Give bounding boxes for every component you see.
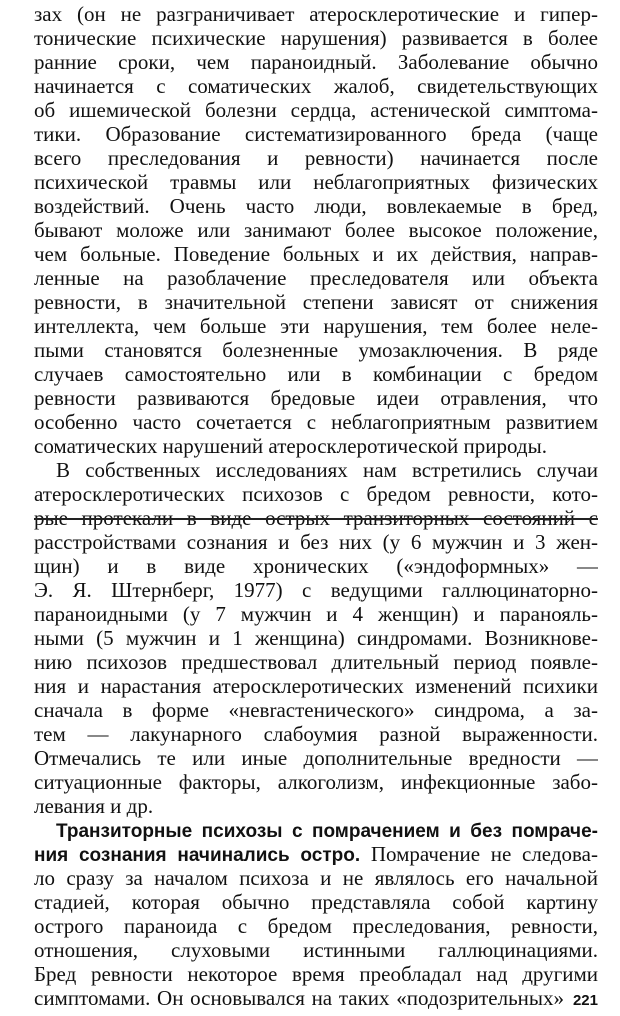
text-line: нию психозов предшествовал длительный период появле- xyxy=(34,650,598,674)
text-line: чем больные. Поведение больных и их действия, направ- xyxy=(34,242,598,266)
text-line: щин) и в виде хронических («эндоформных» — xyxy=(34,554,598,578)
text-line: об ишемической болезни сердца, астенической симптома- xyxy=(34,98,598,122)
page-number: 221 xyxy=(572,992,598,1009)
text-line: ния и нарастания атеросклеротических изменений психики xyxy=(34,674,598,698)
text-line: психической травмы или неблагоприятных физических xyxy=(34,170,598,194)
text-line: ревности развиваются бредовые идеи отравления, что xyxy=(34,386,598,410)
text-line: атеросклеротических психозов с бредом ревности, кото- xyxy=(34,482,598,506)
text-line: случаев самостоятельно или в комбинации с бредом xyxy=(34,362,598,386)
text-line: расстройствами сознания и без них (у 6 мужчин и 3 жен- xyxy=(34,530,598,554)
text-line: симптомами. Он основывался на таких «подозрительных» xyxy=(34,986,564,1010)
text-line: всего преследования и ревности) начинается после xyxy=(34,146,598,170)
text-line: интеллекта, чем больше эти нарушения, тем более неле- xyxy=(34,314,598,338)
text-line: Бред ревности некоторое время преобладал над другими xyxy=(34,962,598,986)
text-line: зах (он не разграничивает атеросклеротические и гипер- xyxy=(34,2,598,26)
text-line: рые протекали в виде острых транзиторных состояний с xyxy=(34,506,598,530)
text-line: ранние сроки, чем параноидный. Заболевание обычно xyxy=(34,50,598,74)
text-line: тики. Образование систематизированного бреда (чаще xyxy=(34,122,598,146)
text-line: ными (5 мужчин и 1 женщина) синдромами. Возникнове- xyxy=(34,626,598,650)
text-line: ревности, в значительной степени зависят от снижения xyxy=(34,290,598,314)
text-line: сначала в форме «невrастенического» синдрома, а за- xyxy=(34,698,598,722)
section-heading-cont: ния сознания начинались остро. xyxy=(34,845,361,866)
text-line: В собственных исследованиях нам встретились случаи xyxy=(56,458,598,482)
text-line: стадией, которая обычно представляла собой картину xyxy=(34,890,598,914)
text-line: тонические психические нарушения) развивается в более xyxy=(34,26,598,50)
text-line: пыми становятся болезненные умозаключения. В ряде xyxy=(34,338,598,362)
text-line: левания и др. xyxy=(34,794,154,818)
text-line: соматических нарушений атеросклеротической природы. xyxy=(34,434,547,458)
text-line: острого параноида с бредом преследования, ревности, xyxy=(34,914,598,938)
text-line: особенно часто сочетается с неблагоприятным развитием xyxy=(34,410,598,434)
text-fragment: Помрачение не следова- xyxy=(370,842,598,866)
text-line xyxy=(56,818,598,842)
text-line: ло сразу за началом психоза и не являлось его начальной xyxy=(34,866,598,890)
section-heading: Транзиторные психозы с помрачением и без помраче- xyxy=(56,821,598,842)
text-line: отношения, слуховыми истинными галлюцинациями. xyxy=(34,938,598,962)
text-line: ленные на разоблачение преследователя или объекта xyxy=(34,266,598,290)
text-line: воздействий. Очень часто люди, вовлекаемые в бред, xyxy=(34,194,598,218)
text-line: параноидными (у 7 мужчин и 4 женщин) и паранояль- xyxy=(34,602,598,626)
text-line: начинается с соматических жалоб, свидетельствующих xyxy=(34,74,598,98)
text-line: Отмечались те или иные дополнительные вредности — xyxy=(34,746,598,770)
text-line xyxy=(34,842,598,866)
text-line: Э. Я. Штернберг, 1977) с ведущими галлюцинаторно- xyxy=(34,578,598,602)
text-line: тем — лакунарного слабоумия разной выраженности. xyxy=(34,722,598,746)
text-line: ситуационные факторы, алкоголизм, инфекционные забо- xyxy=(34,770,598,794)
text-line: бывают моложе или занимают более высокое положение, xyxy=(34,218,598,242)
